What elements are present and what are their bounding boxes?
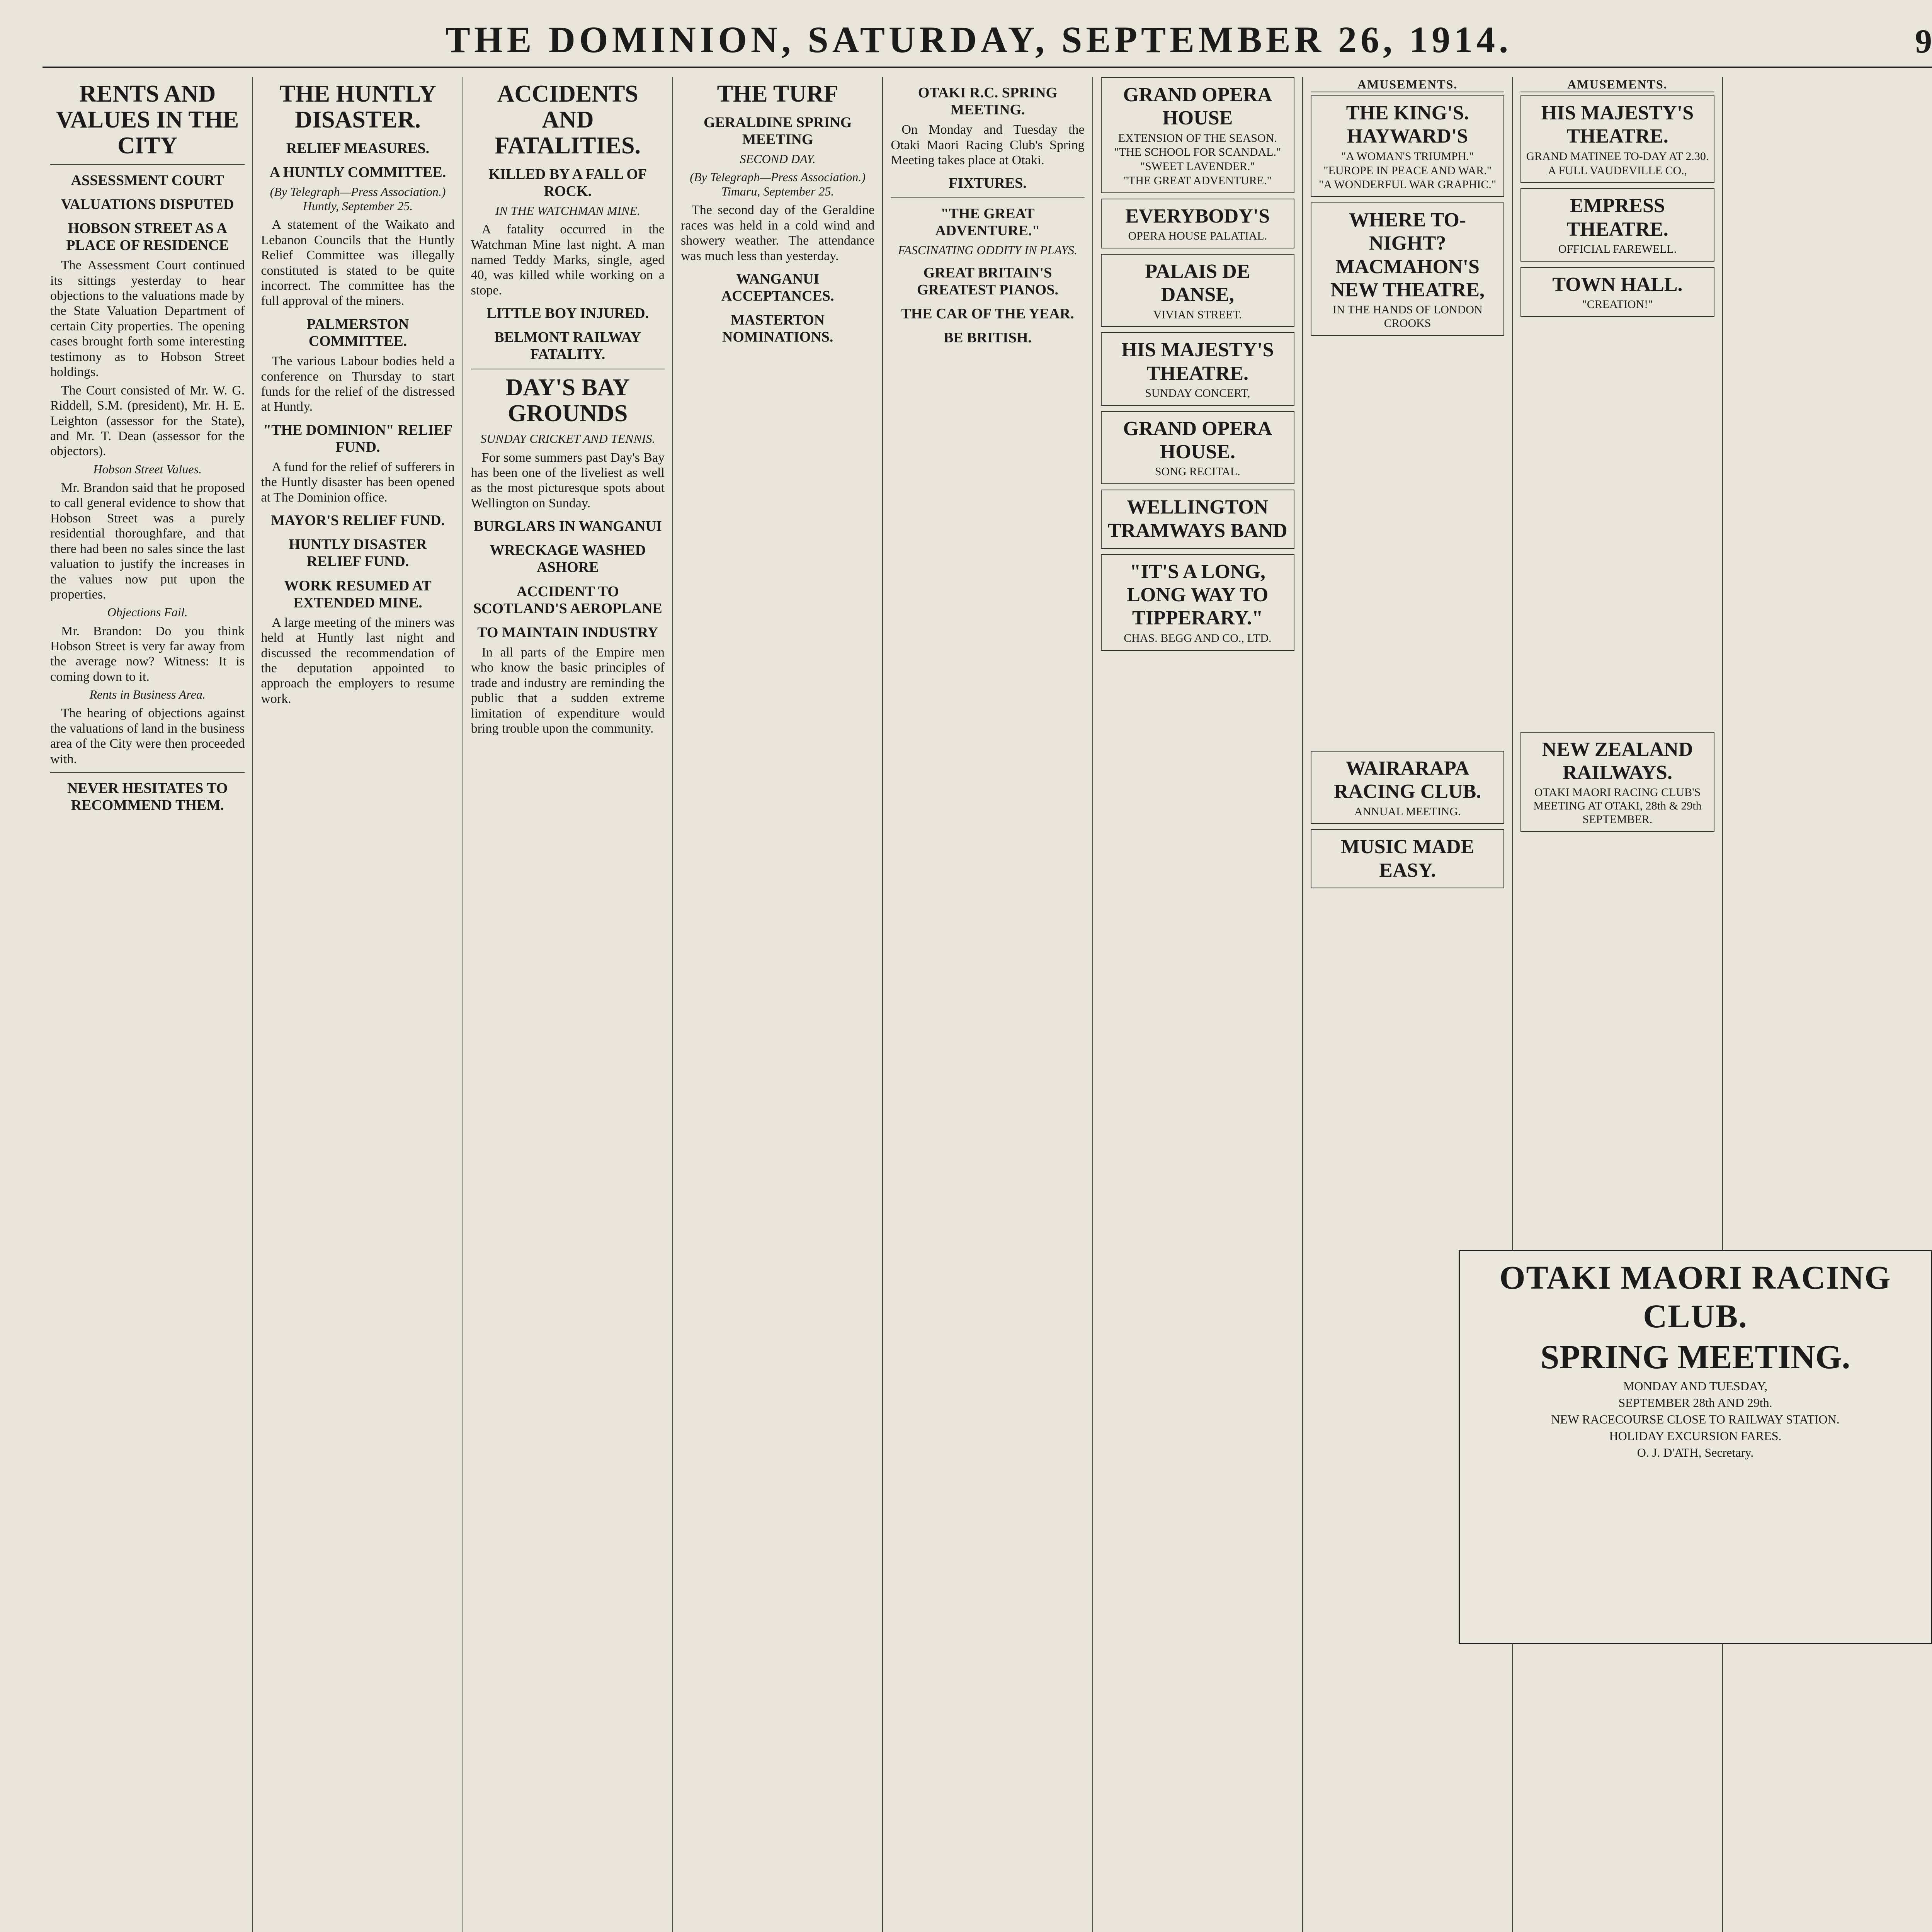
banner-subtitle: SPRING MEETING.: [1540, 1338, 1850, 1376]
accidents-subhead-2: IN THE WATCHMAN MINE.: [495, 204, 640, 218]
column-1: [43, 77, 252, 1932]
huntly-byline: (By Telegraph—Press Association.) Huntly, September 25.: [270, 185, 446, 213]
ad-line: OFFICIAL FAREWELL.: [1558, 242, 1677, 255]
column-2: [252, 77, 462, 1932]
huntly-subhead-2: A HUNTLY COMMITTEE.: [269, 164, 446, 180]
ad-line: CHAS. BEGG AND CO., LTD.: [1124, 631, 1272, 645]
burglars-headline: BURGLARS IN WANGANUI: [473, 518, 662, 535]
ad-title: WELLINGTON TRAMWAYS BAND: [1107, 496, 1287, 542]
page-number: 9: [1915, 23, 1932, 60]
ad-empress: [1520, 188, 1714, 261]
banner-line: SEPTEMBER 28th AND 29th.: [1618, 1396, 1772, 1410]
ad-his-majestys: [1101, 332, 1294, 405]
ad-title: TOWN HALL.: [1552, 273, 1683, 296]
ad-title: HIS MAJESTY'S THEATRE.: [1121, 339, 1274, 384]
column-5: [882, 77, 1092, 1932]
ad-kings-theatre: [1311, 95, 1504, 197]
ad-title: EVERYBODY'S: [1125, 205, 1270, 227]
amusements-header: AMUSEMENTS.: [1520, 77, 1714, 92]
ad-line: EXTENSION OF THE SEASON.: [1118, 131, 1277, 145]
rents-subhead-7: NEVER HESITATES TO RECOMMEND THEM.: [67, 780, 228, 814]
rents-subhead-6: Rents in Business Area.: [89, 687, 206, 702]
amusements-header: AMUSEMENTS.: [1311, 77, 1504, 92]
banner-title: OTAKI MAORI RACING CLUB.: [1499, 1259, 1891, 1335]
ad-line: VIVIAN STREET.: [1153, 308, 1242, 321]
column-4: [672, 77, 882, 1932]
ad-tipperary: [1101, 554, 1294, 651]
huntly-subhead-3: PALMERSTON COMMITTEE.: [306, 316, 409, 349]
rents-subhead-1: ASSESSMENT COURT: [71, 172, 224, 189]
ad-title: PALAIS DE DANSE,: [1145, 260, 1250, 306]
industry-para: In all parts of the Empire men who know the basic principles of trade and industry are reminding the public that a sudden extreme limitation of expenditure would bring trouble upon the community.: [471, 645, 665, 736]
rents-subhead-4: Hobson Street Values.: [93, 462, 202, 476]
turf-para-1: The second day of the Geraldine races was held in a cold wind and showery weather. The attendance was much less than yesterday.: [680, 203, 875, 263]
great-adventure-subhead: FASCINATING ODDITY IN PLAYS.: [898, 243, 1078, 257]
ad-line: "A WONDERFUL WAR GRAPHIC.": [1319, 178, 1497, 191]
ad-his-majestys-matinee: [1520, 95, 1714, 183]
rents-para-4: Mr. Brandon: Do you think Hobson Street is very far away from the average now? Witness: It is coming down to it.: [50, 624, 245, 684]
ad-line: SUNDAY CONCERT,: [1145, 386, 1250, 400]
ad-title: WHERE TO-NIGHT? MACMAHON'S NEW THEATRE,: [1330, 209, 1485, 301]
ad-grand-opera-house: [1101, 77, 1294, 193]
ad-line: "SWEET LAVENDER.": [1140, 160, 1255, 173]
turf-subhead-1: GERALDINE SPRING MEETING: [704, 114, 852, 148]
ad-nz-railways: [1520, 732, 1714, 832]
ad-title: GRAND OPERA HOUSE.: [1123, 417, 1272, 463]
columns: [43, 77, 1932, 1932]
rents-para-5: The hearing of objections against the valuations of land in the business area of the City were then proceeded with.: [50, 706, 245, 766]
divider: [50, 772, 245, 773]
ad-line: SONG RECITAL.: [1155, 465, 1240, 478]
wreckage-headline: WRECKAGE WASHED ASHORE: [490, 542, 646, 576]
banner-spacer: [1311, 341, 1504, 751]
column-8: [1512, 77, 1722, 1932]
ad-line: "THE SCHOOL FOR SCANDAL.": [1114, 146, 1281, 159]
pianos-headline: GREAT BRITAIN'S GREATEST PIANOS.: [917, 264, 1058, 298]
ad-palais-de-danse: [1101, 254, 1294, 327]
ad-tramways-band: [1101, 490, 1294, 549]
banner-line: HOLIDAY EXCURSION FARES.: [1609, 1429, 1782, 1443]
ad-title: WAIRARAPA RACING CLUB.: [1333, 757, 1481, 803]
rents-subhead-2: VALUATIONS DISPUTED: [61, 196, 234, 213]
accidents-para-1: A fatality occurred in the Watchman Mine last night. A man named Teddy Marks, single, aged 40, was killed while working on a stope.: [471, 222, 665, 298]
ad-title: EMPRESS THEATRE.: [1566, 195, 1668, 240]
ad-title: HIS MAJESTY'S THEATRE.: [1541, 102, 1694, 148]
huntly-para-3: A fund for the relief of sufferers in the Huntly disaster has been opened at The Dominion office.: [261, 459, 455, 505]
huntly-subhead-4: "THE DOMINION" RELIEF FUND.: [263, 422, 452, 455]
daysbay-para: For some summers past Day's Bay has been one of the liveliest as well as the most picturesque spots about Wellington on Sunday.: [471, 450, 665, 510]
ad-macmahons: [1311, 202, 1504, 336]
rents-subhead-3: HOBSON STREET AS A PLACE OF RESIDENCE: [66, 220, 229, 254]
great-adventure-headline: "THE GREAT ADVENTURE.": [935, 205, 1040, 239]
divider: [50, 164, 245, 165]
ad-line: "A WOMAN'S TRIUMPH.": [1341, 150, 1474, 163]
rents-headline: RENTS AND VALUES IN THE CITY: [56, 81, 239, 159]
turf-subhead-3: WANGANUI ACCEPTANCES.: [721, 271, 834, 304]
daysbay-headline: DAY'S BAY GROUNDS: [505, 374, 630, 427]
turf-subhead-4: MASTERTON NOMINATIONS.: [722, 312, 833, 345]
ad-wairarapa-racing: [1311, 751, 1504, 824]
rents-para-3: Mr. Brandon said that he proposed to call general evidence to show that Hobson Street was a purely residential thoroughfare, and that there had been no sales since the last valuation to justify the increases in the values now put upon the properties.: [50, 480, 245, 602]
huntly-subhead-5: MAYOR'S RELIEF FUND.: [270, 512, 445, 529]
turf-headline: THE TURF: [717, 81, 838, 107]
ad-line: IN THE HANDS OF LONDON CROOKS: [1332, 303, 1483, 330]
ad-title: GRAND OPERA HOUSE: [1123, 84, 1272, 129]
masthead: [43, 8, 1932, 68]
accidents-subhead-3: LITTLE BOY INJURED.: [486, 305, 649, 322]
masthead-title: THE DOMINION, SATURDAY, SEPTEMBER 26, 1914.: [445, 19, 1512, 60]
otaki-meeting-headline: OTAKI R.C. SPRING MEETING.: [918, 85, 1058, 118]
accidents-headline: ACCIDENTS AND FATALITIES.: [495, 81, 641, 159]
ad-line: "EUROPE IN PEACE AND WAR.": [1323, 164, 1492, 177]
car-headline: THE CAR OF THE YEAR.: [901, 305, 1074, 322]
huntly-para-2: The various Labour bodies held a conference on Thursday to start funds for the relief of the distressed at Huntly.: [261, 354, 455, 414]
column-6: [1092, 77, 1302, 1932]
banner-line: NEW RACECOURSE CLOSE TO RAILWAY STATION.: [1551, 1412, 1840, 1426]
otaki-meeting-para: On Monday and Tuesday the Otaki Maori Racing Club's Spring Meeting takes place at Otaki.: [891, 122, 1085, 168]
huntly-subhead-1: RELIEF MEASURES.: [286, 140, 430, 156]
accidents-subhead-4: BELMONT RAILWAY FATALITY.: [494, 329, 641, 363]
rents-subhead-5: Objections Fail.: [107, 605, 188, 619]
ad-title: MUSIC MADE EASY.: [1341, 836, 1475, 881]
rents-para-1: The Assessment Court continued its sittings yesterday to hear objections to the valuations made by the State Valuation Department of certain City properties. The opening cases brought forth some interesting testimony as to Hobson Street holdings.: [50, 258, 245, 379]
ad-line: ANNUAL MEETING.: [1354, 805, 1461, 818]
column-9: [1722, 77, 1932, 1932]
ad-line: A FULL VAUDEVILLE CO.,: [1548, 164, 1687, 177]
ad-title: THE KING'S. HAYWARD'S: [1346, 102, 1469, 148]
daysbay-subhead: SUNDAY CRICKET AND TENNIS.: [480, 432, 655, 446]
huntly-subhead-7: WORK RESUMED AT EXTENDED MINE.: [284, 577, 432, 611]
ad-title: "IT'S A LONG, LONG WAY TO TIPPERARY.": [1127, 560, 1269, 629]
ad-title: NEW ZEALAND RAILWAYS.: [1542, 738, 1693, 784]
ad-town-hall: [1520, 267, 1714, 317]
ad-line: OTAKI MAORI RACING CLUB'S MEETING AT OTAKI, 28th & 29th SEPTEMBER.: [1533, 786, 1702, 826]
divider: [891, 197, 1084, 198]
ad-line: "THE GREAT ADVENTURE.": [1123, 174, 1272, 187]
banner-line: MONDAY AND TUESDAY,: [1623, 1379, 1768, 1393]
column-7: [1302, 77, 1512, 1932]
banner-spacer: [1520, 322, 1714, 732]
accidents-subhead-1: KILLED BY A FALL OF ROCK.: [488, 166, 647, 199]
huntly-headline: THE HUNTLY DISASTER.: [279, 81, 436, 133]
turf-subhead-2: SECOND DAY.: [740, 152, 816, 166]
banner-line: O. J. D'ATH, Secretary.: [1637, 1446, 1754, 1459]
huntly-para-4: A large meeting of the miners was held at Huntly last night and discussed the recommendation of the deputation appointed to approach the employers to resume work.: [261, 615, 455, 706]
rents-para-2: The Court consisted of Mr. W. G. Riddell, S.M. (president), Mr. H. E. Leighton (assessor for the State), and Mr. T. Dean (assessor for the objectors).: [50, 383, 245, 459]
huntly-subhead-6: HUNTLY DISASTER RELIEF FUND.: [289, 536, 427, 570]
be-british-headline: BE BRITISH.: [943, 330, 1032, 346]
ad-line: "CREATION!": [1582, 298, 1653, 311]
turf-byline: (By Telegraph—Press Association.) Timaru, September 25.: [690, 170, 866, 199]
aeroplane-headline: ACCIDENT TO SCOTLAND'S AEROPLANE: [473, 583, 662, 617]
ad-everybodys: [1101, 199, 1294, 248]
ad-song-recital: [1101, 411, 1294, 484]
huntly-para-1: A statement of the Waikato and Lebanon Councils that the Huntly Relief Committee was illegally constituted is stated to be quite incorrect. The committee has the full approval of the miners.: [261, 218, 455, 308]
ad-line: GRAND MATINEE TO-DAY AT 2.30.: [1526, 150, 1709, 163]
industry-headline: TO MAINTAIN INDUSTRY: [477, 624, 658, 641]
otaki-racing-banner: [1459, 1250, 1932, 1644]
ad-music: [1311, 829, 1504, 888]
ad-line: OPERA HOUSE PALATIAL.: [1128, 230, 1267, 243]
column-3: [463, 77, 672, 1932]
fixtures-headline: FIXTURES.: [949, 175, 1027, 192]
